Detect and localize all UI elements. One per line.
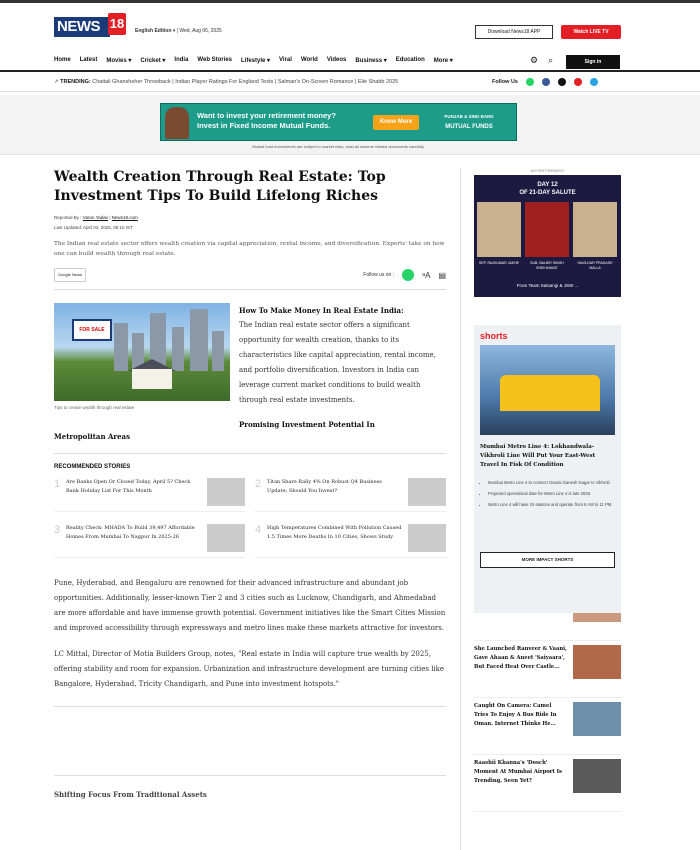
nav-item-world[interactable]: World (300, 57, 318, 63)
shorts-bullets (488, 479, 613, 512)
shorts-bullet: • Metro Line 4 will have 19 stations and operate from 6 AM to 11 PM. (488, 501, 613, 508)
nav-item-india[interactable]: India (174, 57, 189, 63)
recommended-story[interactable] (255, 524, 446, 558)
nav-item-more[interactable]: More ▾ (433, 58, 453, 64)
nav-item-education[interactable]: Education (395, 57, 425, 63)
recommended-story[interactable] (54, 478, 245, 512)
building (190, 309, 208, 371)
latest-news-headline[interactable]: She Launched Ranveer & Vaani, Gave Ahaan & Aneet 'Saiyaara', But Faced Heat Over Castle... (474, 646, 567, 670)
article-summary: The Indian real estate sector offers wealth creation via capital appreciation, rental income, and diversification. Experts' take on how one can build wealth through real estate. (54, 241, 445, 257)
soldier-name: HAVILDAR PRAKASH MALLA (577, 261, 613, 270)
salute-ad-subtitle: OF 21-DAY SALUTE (519, 190, 576, 196)
sub-heading-1: Promising Investment Potential In (239, 420, 375, 429)
ad-brand-name: MUTUAL FUNDS (445, 124, 493, 130)
desk-link[interactable]: News18.com (111, 215, 138, 220)
nav-item-videos[interactable]: Videos (326, 57, 347, 63)
nav-icons (530, 55, 553, 66)
author-link[interactable]: Varun Yadav (82, 215, 109, 220)
story-title[interactable]: Reality Check: MHADA To Build 39,497 Affordable Homes From Mumbai To Nagpur In 2025-26 (66, 525, 195, 540)
download-app-button[interactable]: Download News18 APP (475, 25, 553, 39)
main-nav (0, 52, 700, 72)
latest-news-item[interactable] (474, 755, 621, 812)
story-number: 1 (54, 478, 61, 490)
ad-person-image (165, 107, 189, 139)
shorts-logo: shorts (480, 331, 508, 341)
salute-ad-day: DAY 12 (537, 182, 558, 188)
story-thumbnail[interactable] (207, 524, 245, 552)
latest-news-thumbnail[interactable] (573, 759, 621, 793)
edition-selector[interactable]: English Edition (135, 28, 172, 34)
know-more-button[interactable]: Know More (373, 115, 419, 130)
telegram-icon[interactable] (590, 78, 598, 86)
section-heading-shifting: Shifting Focus From Traditional Assets (54, 790, 207, 799)
latest-news-thumbnail[interactable] (573, 645, 621, 679)
story-title[interactable]: High Temperatures Combined With Pollution Caused 1.5 Times More Deaths In 10 Cities, Shows Study (267, 525, 402, 540)
story-thumbnail[interactable] (207, 478, 245, 506)
reported-by-label: Reported By : (54, 215, 82, 220)
youtube-icon[interactable] (574, 78, 582, 86)
recommended-story[interactable] (255, 478, 446, 512)
nav-item-cricket[interactable]: Cricket ▾ (140, 58, 166, 64)
last-updated: Last Updated: April 03, 2025, 06:10 IST (54, 225, 133, 230)
latest-news-headline[interactable]: Raashii Khanna's 'Dosch' Moment At Mumbai Airport Is Trending, Seen Yet? (474, 760, 562, 784)
metro-train (500, 375, 600, 411)
story-number: 2 (255, 478, 262, 490)
article-body-top (54, 303, 446, 423)
building (114, 323, 128, 371)
soldier-portrait (573, 202, 617, 257)
building (212, 331, 224, 371)
ad-line-2: Invest in Fixed Income Mutual Funds. (197, 121, 331, 130)
gear-icon[interactable]: ⚙ (530, 55, 539, 65)
logo-text: NEWS (54, 17, 110, 37)
edition-date (135, 28, 222, 34)
story-number: 3 (54, 524, 61, 536)
paragraph-1: Pune, Hyderabad, and Bengaluru are renowned for their advanced infrastructure and abundant job opportunities. Additionally, lesser-known Tier 2 and 3 cities such as Lucknow, Chandigarh, and Ahmedabad are more affordable and have immense growth potential. Government initiatives like the Smart Cities Mission and improved accessibility through expressways and metro lines make these markets attractive for investors. (54, 579, 446, 632)
salute-ad-head (474, 181, 621, 197)
ad-brand-small: PUNJAB & SIND BANK (444, 114, 494, 119)
intro-text (239, 303, 446, 408)
paragraph-2: LC Mittal, Director of Motia Builders Group, notes, "Real estate in India will capture true wealth by 2025, offering stability and room for expansion. Urbanization and infrastructure development are turning cities like Bangalore, Hyderabad, Tricity Chandigarh, and Pune into investment hotspots." (54, 650, 445, 688)
trending-topics[interactable]: Chaitali Ghansheher Throwback | Indian Player Ratings For England Tests | Salman's On-Screen Romance | Elie Shabb 2025 (92, 79, 399, 85)
shorts-bullet: • Mumbai Metro Line 4 to connect Gaurai Ganesh Nagar to Vikhroli. (488, 479, 613, 486)
nav-item-latest[interactable]: Latest (79, 57, 98, 63)
shorts-image[interactable] (480, 345, 615, 435)
impact-shorts (474, 325, 621, 613)
more-impact-shorts-button[interactable]: MORE IMPACT SHORTS (480, 552, 615, 568)
follow-us-label: Follow Us (492, 79, 518, 85)
trending-bar (0, 74, 700, 92)
shorts-bullet: • Projected operational date for Metro Line 4 is late 2026. (488, 490, 613, 497)
column-divider (460, 168, 461, 850)
sidebar (474, 168, 621, 812)
divider (54, 289, 446, 290)
nav-item-movies[interactable]: Movies ▾ (106, 58, 132, 64)
for-sale-sign: FOR SALE (72, 319, 112, 341)
nav-item-home[interactable]: Home (54, 57, 71, 63)
story-title[interactable]: Are Banks Open Or Closed Today, April 5? Check Bank Holiday List For This Month (66, 479, 191, 494)
trending-icon: ↗ (54, 79, 61, 85)
latest-news-list (474, 584, 621, 812)
sub-heading-2: Metropolitan Areas (54, 432, 131, 441)
recommended-grid (54, 478, 446, 558)
nav-item-viral[interactable]: Viral (279, 57, 292, 63)
whatsapp-share-icon[interactable] (402, 269, 414, 281)
trending-text (54, 79, 398, 85)
latest-news-item[interactable] (474, 698, 621, 755)
article-main (54, 168, 446, 799)
story-thumbnail[interactable] (408, 478, 446, 506)
advertisement-label: ADVERTISEMENT (530, 168, 565, 173)
ad-brand (429, 112, 509, 132)
follow-us-on (363, 269, 446, 281)
nav-item-lifestyle[interactable]: Lifestyle ▾ (241, 58, 271, 64)
comments-icon[interactable]: ▤ (438, 270, 446, 280)
x-icon[interactable] (558, 78, 566, 86)
shorts-title[interactable]: Mumbai Metro Line 4: Lokhandwala-Vikhroli Line Will Put Your East-West Travel In Fisk Of Condition (480, 444, 596, 468)
chevron-down-icon: ▾ | (172, 28, 180, 34)
story-thumbnail[interactable] (408, 524, 446, 552)
signin-button[interactable]: Sign in (566, 55, 620, 69)
search-icon[interactable]: ⌕ (548, 55, 554, 65)
ad-message (197, 111, 336, 131)
nav-item-web-stories[interactable]: Web Stories (197, 57, 232, 63)
font-size-icon[interactable]: ᵃA (422, 270, 431, 280)
share-row (54, 265, 446, 285)
byline: Reported By : Varun Yadav | News18.com Last Updated: April 03, 2025, 06:10 IST (54, 215, 138, 230)
salute-ad-footer: From Team Satsangi & JSW ... (516, 283, 579, 288)
image-caption: Tips to create wealth through real estate (54, 405, 135, 410)
watch-live-tv-button[interactable]: Watch LIVE TV (561, 25, 621, 39)
house (132, 369, 172, 389)
recommended-stories (54, 453, 446, 558)
follow-us (492, 78, 598, 86)
nav-item-business[interactable]: Business ▾ (355, 58, 387, 64)
ad-disclaimer: Mutual fund investments are subject to market risks, read all scheme related documents carefully. (252, 144, 425, 149)
embed-placeholder (54, 706, 446, 776)
mutual-fund-ad[interactable] (160, 103, 517, 141)
soldier-portrait (477, 202, 521, 257)
salute-ad[interactable] (474, 175, 621, 297)
nav-items (54, 57, 453, 64)
story-number: 4 (255, 524, 262, 536)
facebook-icon[interactable] (542, 78, 550, 86)
article-title: Wealth Creation Through Real Estate: Top Investment Tips To Build Lifelong Riches (54, 169, 386, 204)
google-news-button[interactable]: Google News (54, 268, 86, 282)
soldier-name: SUB. BALBIR SINGH SHEKHAWAT (530, 261, 564, 270)
recommended-story[interactable] (54, 524, 245, 558)
current-date: Wed, Aug 06, 2025 (179, 28, 222, 34)
top-ad-bar (0, 95, 700, 155)
latest-news-item[interactable] (474, 641, 621, 698)
intro-paragraph: The Indian real estate sector offers a significant opportunity for wealth creation, thanks to its characteristics like capital appreciation, rental income, and portfolio diversification. Investors in India can leverage current market conditions to build wealth through real estate investments. (239, 321, 436, 404)
soldier-name: SEP. RAJKUMAR JAKHE (478, 261, 519, 265)
recommended-title: RECOMMENDED STORIES (54, 464, 131, 470)
logo-number: 18 (108, 13, 126, 35)
site-header (0, 3, 700, 50)
ad-line-1: Want to invest your retirement money? (197, 111, 336, 120)
latest-news-thumbnail[interactable] (573, 702, 621, 736)
story-title[interactable]: Titan Share Rally 4% On Robust Q4 Business Update; Should You Invest? (267, 479, 382, 494)
latest-news-headline[interactable]: Caught On Camera: Camel Tries To Enjoy A Bus Ride In Oman. Internet Thinks He... (474, 703, 557, 727)
trending-label: TRENDING: (60, 79, 91, 85)
follow-us-on-label: Follow us on : (363, 272, 395, 278)
news18-logo[interactable] (54, 13, 126, 41)
section-heading: How To Make Money In Real Estate India: (239, 306, 404, 315)
hero-image (54, 303, 230, 401)
soldier-portrait (525, 202, 569, 257)
whatsapp-icon[interactable] (526, 78, 534, 86)
